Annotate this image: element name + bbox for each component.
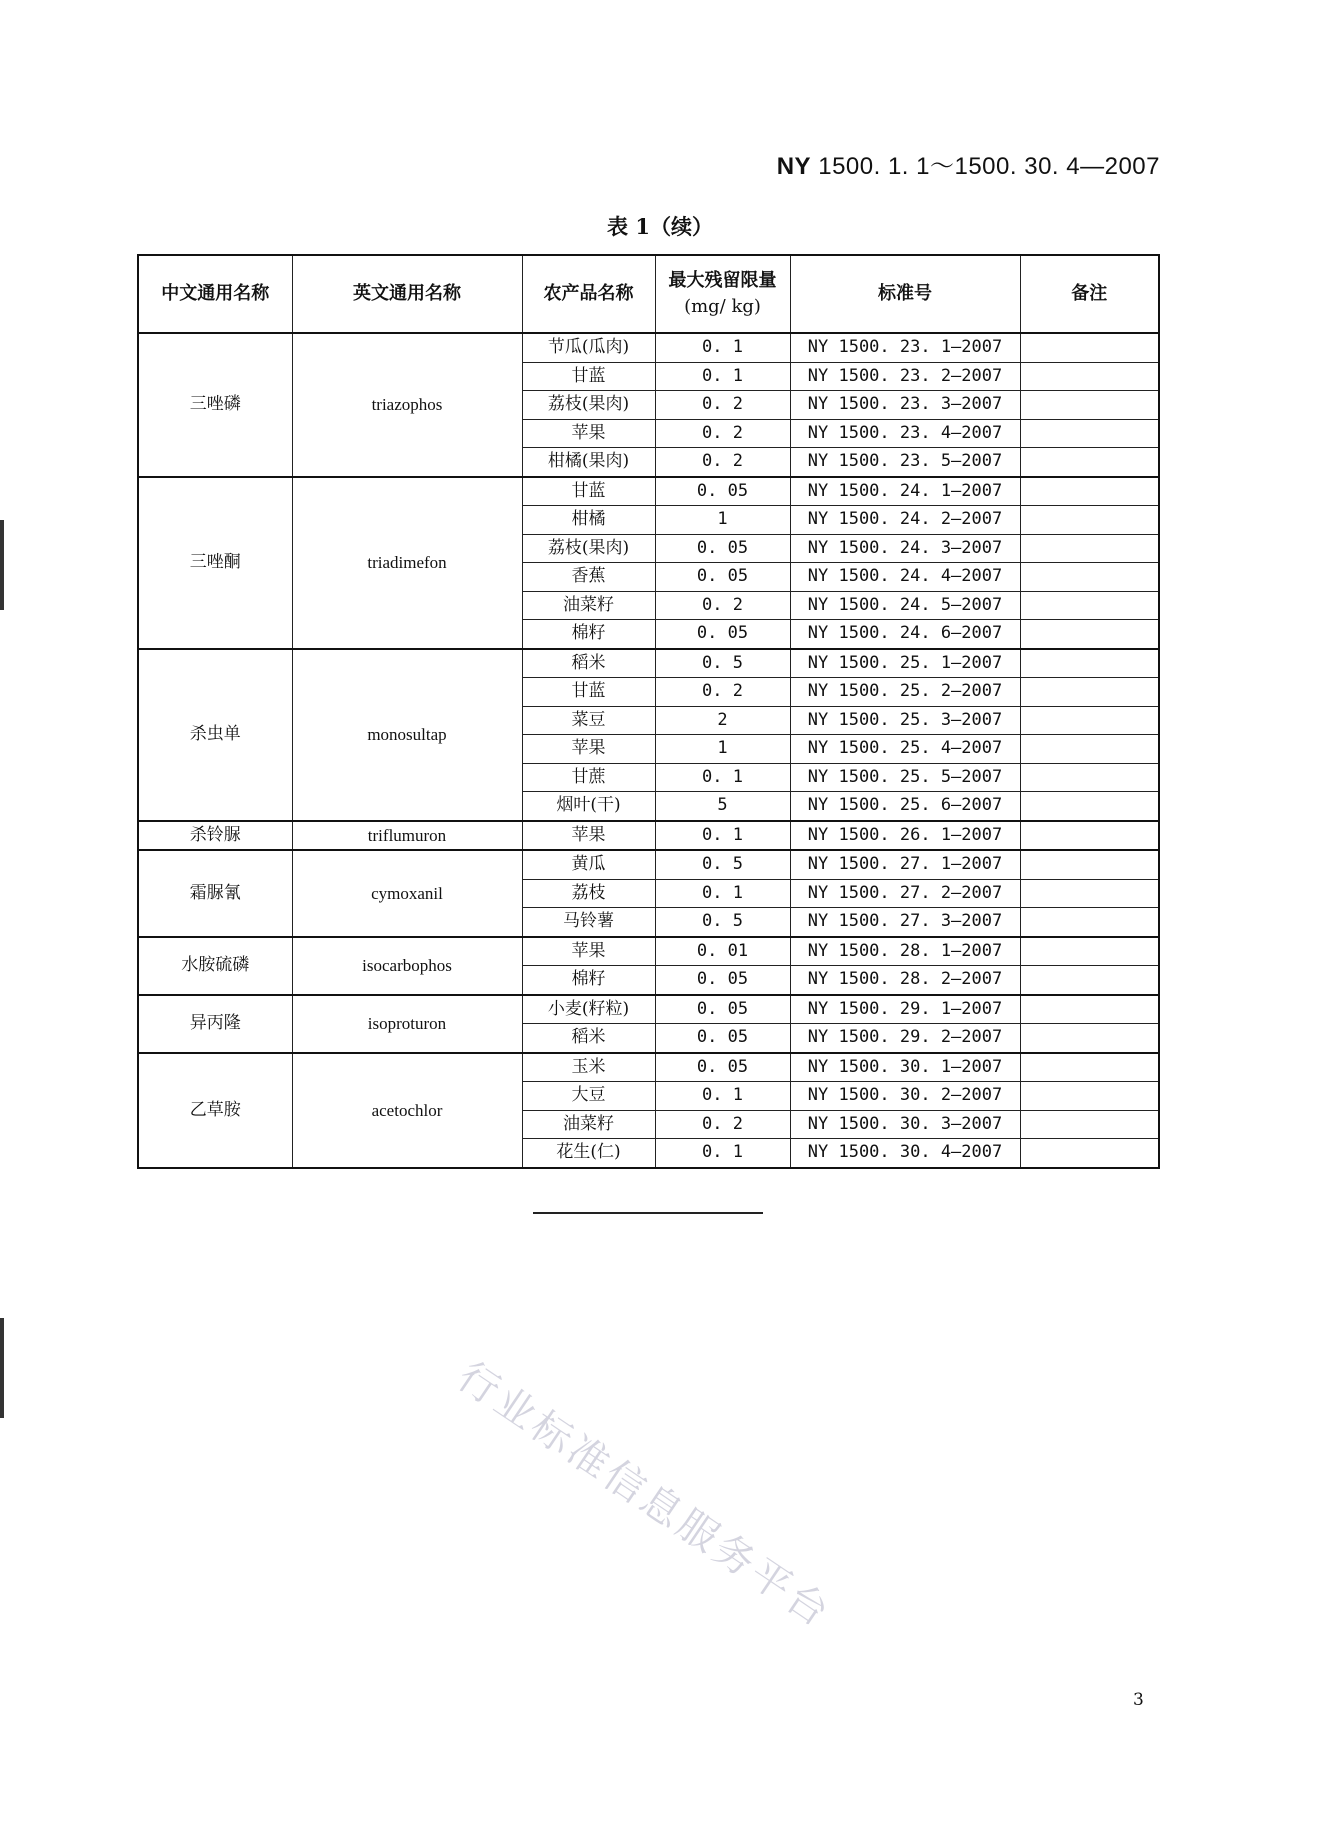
cell-mrl: 0. 2: [655, 391, 790, 420]
header-mrl: [655, 255, 790, 333]
table-row: [138, 333, 1159, 362]
cell-mrl: 1: [655, 506, 790, 535]
cell-mrl: 0. 05: [655, 966, 790, 995]
cell-cn-name: 杀铃脲: [138, 821, 292, 851]
cell-standard: NY 1500. 30. 4—2007: [790, 1139, 1020, 1168]
cell-mrl: 0. 1: [655, 1082, 790, 1111]
table-row: [138, 649, 1159, 678]
cell-product: 棉籽: [522, 620, 655, 649]
cell-standard: NY 1500. 30. 3—2007: [790, 1110, 1020, 1139]
end-rule: [533, 1212, 763, 1214]
cell-product: 荔枝(果肉): [522, 391, 655, 420]
cell-mrl: 0. 05: [655, 1024, 790, 1053]
cell-remarks: [1020, 649, 1159, 678]
pesticide-group: [138, 477, 1159, 649]
cell-remarks: [1020, 763, 1159, 792]
cell-mrl: 0. 05: [655, 563, 790, 592]
cell-product: 甘蓝: [522, 678, 655, 707]
cell-mrl: 0. 1: [655, 333, 790, 362]
cell-product: 柑橘: [522, 506, 655, 535]
cell-product: 荔枝(果肉): [522, 534, 655, 563]
cell-remarks: [1020, 821, 1159, 851]
cell-remarks: [1020, 879, 1159, 908]
cell-standard: NY 1500. 25. 4—2007: [790, 735, 1020, 764]
cell-product: 菜豆: [522, 706, 655, 735]
pesticide-group: [138, 821, 1159, 851]
cell-remarks: [1020, 1082, 1159, 1111]
doc-range: 1500. 1. 1～1500. 30. 4—2007: [818, 153, 1160, 180]
cell-remarks: [1020, 477, 1159, 506]
cell-remarks: [1020, 591, 1159, 620]
table-row: [138, 477, 1159, 506]
cell-mrl: 0. 2: [655, 1110, 790, 1139]
pesticide-group: [138, 937, 1159, 995]
cell-product: 节瓜(瓜肉): [522, 333, 655, 362]
cell-remarks: [1020, 563, 1159, 592]
pesticide-group: [138, 1053, 1159, 1168]
cell-en-name: acetochlor: [292, 1053, 522, 1168]
cell-mrl: 0. 2: [655, 448, 790, 477]
table-title: 表 1（续）: [607, 214, 713, 239]
cell-en-name: monosultap: [292, 649, 522, 821]
cell-remarks: [1020, 937, 1159, 966]
cell-en-name: triadimefon: [292, 477, 522, 649]
cell-product: 花生(仁): [522, 1139, 655, 1168]
cell-mrl: 0. 05: [655, 620, 790, 649]
cell-product: 烟叶(干): [522, 792, 655, 821]
header-standard: 标准号: [790, 255, 1020, 333]
cell-product: 油菜籽: [522, 591, 655, 620]
cell-standard: NY 1500. 29. 2—2007: [790, 1024, 1020, 1053]
cell-standard: NY 1500. 24. 4—2007: [790, 563, 1020, 592]
cell-standard: NY 1500. 30. 1—2007: [790, 1053, 1020, 1082]
table-header-row: [138, 255, 1159, 333]
cell-cn-name: 异丙隆: [138, 995, 292, 1053]
cell-remarks: [1020, 362, 1159, 391]
cell-remarks: [1020, 678, 1159, 707]
header-product: 农产品名称: [522, 255, 655, 333]
cell-mrl: 0. 2: [655, 591, 790, 620]
cell-remarks: [1020, 1024, 1159, 1053]
cell-standard: NY 1500. 27. 3—2007: [790, 908, 1020, 937]
cell-mrl: 0. 01: [655, 937, 790, 966]
cell-standard: NY 1500. 29. 1—2007: [790, 995, 1020, 1024]
table-row: [138, 937, 1159, 966]
cell-remarks: [1020, 1053, 1159, 1082]
cell-product: 甘蔗: [522, 763, 655, 792]
cell-mrl: 0. 1: [655, 879, 790, 908]
cell-product: 苹果: [522, 821, 655, 851]
cell-product: 油菜籽: [522, 1110, 655, 1139]
cell-standard: NY 1500. 24. 2—2007: [790, 506, 1020, 535]
cell-mrl: 0. 2: [655, 678, 790, 707]
cell-mrl: 0. 05: [655, 995, 790, 1024]
table-row: [138, 850, 1159, 879]
pesticide-group: [138, 995, 1159, 1053]
cell-en-name: isocarbophos: [292, 937, 522, 995]
cell-mrl: 0. 05: [655, 477, 790, 506]
cell-mrl: 0. 1: [655, 763, 790, 792]
cell-remarks: [1020, 1110, 1159, 1139]
cell-mrl: 0. 5: [655, 850, 790, 879]
scan-edge-mark: [0, 1318, 4, 1418]
cell-product: 稻米: [522, 1024, 655, 1053]
cell-cn-name: 三唑酮: [138, 477, 292, 649]
cell-remarks: [1020, 534, 1159, 563]
scan-edge-mark: [0, 520, 4, 610]
table-row: [138, 1053, 1159, 1082]
cell-standard: NY 1500. 26. 1—2007: [790, 821, 1020, 851]
header-mrl-unit: (mg/ kg): [684, 296, 761, 317]
cell-product: 玉米: [522, 1053, 655, 1082]
cell-mrl: 5: [655, 792, 790, 821]
cell-remarks: [1020, 908, 1159, 937]
cell-standard: NY 1500. 27. 2—2007: [790, 879, 1020, 908]
cell-product: 甘蓝: [522, 362, 655, 391]
cell-mrl: 0. 1: [655, 821, 790, 851]
cell-en-name: triazophos: [292, 333, 522, 477]
cell-product: 甘蓝: [522, 477, 655, 506]
cell-mrl: 0. 1: [655, 1139, 790, 1168]
cell-standard: NY 1500. 23. 2—2007: [790, 362, 1020, 391]
cell-product: 棉籽: [522, 966, 655, 995]
doc-prefix: NY: [776, 153, 812, 180]
cell-en-name: cymoxanil: [292, 850, 522, 937]
table-row: [138, 821, 1159, 851]
cell-remarks: [1020, 1139, 1159, 1168]
cell-mrl: 0. 05: [655, 1053, 790, 1082]
cell-remarks: [1020, 620, 1159, 649]
header-mrl-label: 最大残留限量: [668, 270, 777, 291]
cell-remarks: [1020, 333, 1159, 362]
cell-remarks: [1020, 735, 1159, 764]
cell-remarks: [1020, 706, 1159, 735]
header-remarks: 备注: [1020, 255, 1159, 333]
cell-standard: NY 1500. 25. 1—2007: [790, 649, 1020, 678]
cell-cn-name: 水胺硫磷: [138, 937, 292, 995]
cell-remarks: [1020, 995, 1159, 1024]
cell-standard: NY 1500. 28. 1—2007: [790, 937, 1020, 966]
cell-standard: NY 1500. 23. 4—2007: [790, 419, 1020, 448]
cell-product: 小麦(籽粒): [522, 995, 655, 1024]
residue-limit-table: [137, 254, 1160, 1169]
cell-cn-name: 霜脲氰: [138, 850, 292, 937]
document-number: [777, 146, 1160, 181]
pesticide-group: [138, 333, 1159, 477]
cell-product: 苹果: [522, 735, 655, 764]
cell-standard: NY 1500. 27. 1—2007: [790, 850, 1020, 879]
cell-product: 稻米: [522, 649, 655, 678]
cell-product: 柑橘(果肉): [522, 448, 655, 477]
cell-standard: NY 1500. 23. 3—2007: [790, 391, 1020, 420]
pesticide-group: [138, 850, 1159, 937]
cell-mrl: 0. 05: [655, 534, 790, 563]
watermark: 行业标准信息服务平台: [449, 1353, 840, 1638]
cell-product: 马铃薯: [522, 908, 655, 937]
cell-standard: NY 1500. 23. 1—2007: [790, 333, 1020, 362]
cell-standard: NY 1500. 24. 5—2007: [790, 591, 1020, 620]
cell-standard: NY 1500. 24. 1—2007: [790, 477, 1020, 506]
cell-mrl: 0. 5: [655, 908, 790, 937]
cell-product: 荔枝: [522, 879, 655, 908]
cell-standard: NY 1500. 23. 5—2007: [790, 448, 1020, 477]
cell-cn-name: 乙草胺: [138, 1053, 292, 1168]
cell-standard: NY 1500. 25. 6—2007: [790, 792, 1020, 821]
cell-standard: NY 1500. 24. 6—2007: [790, 620, 1020, 649]
cell-remarks: [1020, 850, 1159, 879]
pesticide-group: [138, 649, 1159, 821]
cell-remarks: [1020, 419, 1159, 448]
cell-product: 黄瓜: [522, 850, 655, 879]
cell-product: 苹果: [522, 937, 655, 966]
cell-standard: NY 1500. 25. 3—2007: [790, 706, 1020, 735]
cell-product: 大豆: [522, 1082, 655, 1111]
page-number: 3: [1133, 1690, 1144, 1710]
cell-cn-name: 三唑磷: [138, 333, 292, 477]
cell-product: 香蕉: [522, 563, 655, 592]
cell-standard: NY 1500. 30. 2—2007: [790, 1082, 1020, 1111]
cell-remarks: [1020, 506, 1159, 535]
cell-remarks: [1020, 391, 1159, 420]
cell-en-name: triflumuron: [292, 821, 522, 851]
cell-remarks: [1020, 448, 1159, 477]
cell-mrl: 0. 2: [655, 419, 790, 448]
cell-product: 苹果: [522, 419, 655, 448]
cell-standard: NY 1500. 28. 2—2007: [790, 966, 1020, 995]
cell-mrl: 1: [655, 735, 790, 764]
cell-remarks: [1020, 792, 1159, 821]
header-cn-name: 中文通用名称: [138, 255, 292, 333]
header-en-name: 英文通用名称: [292, 255, 522, 333]
cell-standard: NY 1500. 25. 5—2007: [790, 763, 1020, 792]
table-row: [138, 995, 1159, 1024]
cell-en-name: isoproturon: [292, 995, 522, 1053]
cell-mrl: 0. 1: [655, 362, 790, 391]
cell-remarks: [1020, 966, 1159, 995]
cell-mrl: 0. 5: [655, 649, 790, 678]
cell-mrl: 2: [655, 706, 790, 735]
cell-cn-name: 杀虫单: [138, 649, 292, 821]
cell-standard: NY 1500. 25. 2—2007: [790, 678, 1020, 707]
cell-standard: NY 1500. 24. 3—2007: [790, 534, 1020, 563]
